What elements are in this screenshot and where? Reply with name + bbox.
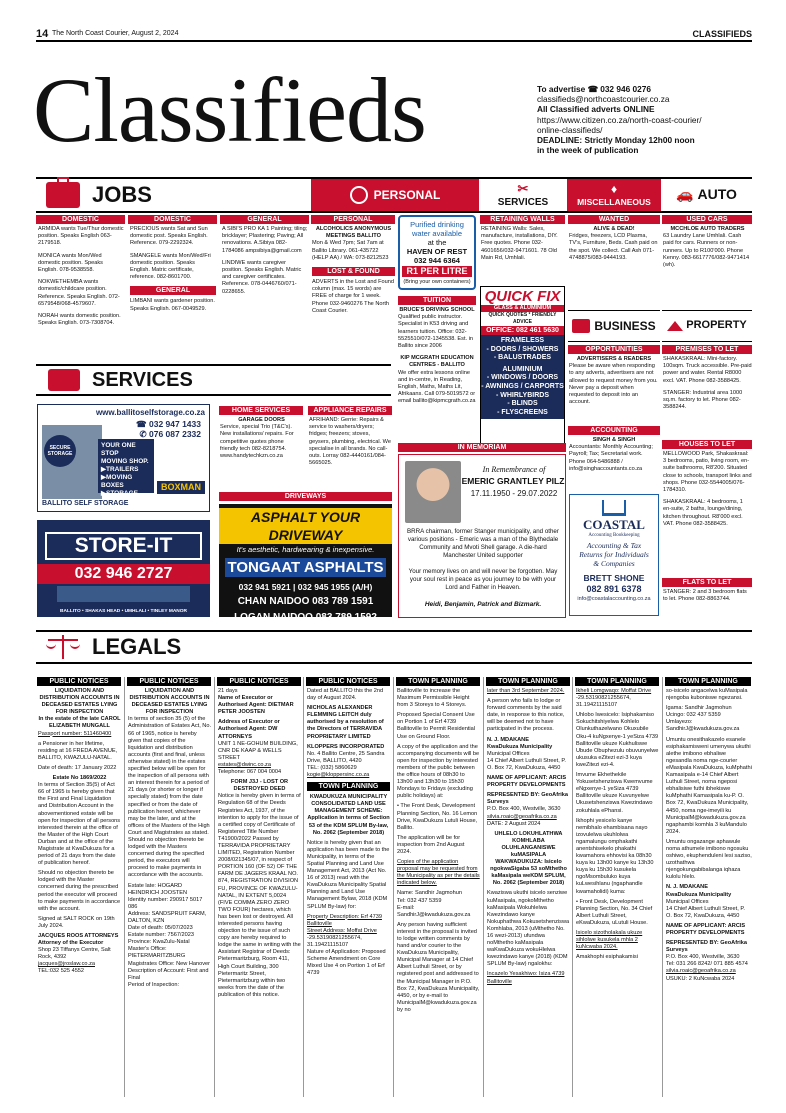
- notice-title: Application in terms of Section 53 of the KDM SPLUM By-law, No. 2062 (September 2018): [307, 815, 390, 836]
- legals-col-7: [576, 688, 659, 1100]
- notice-line: Municipal Offices: [487, 750, 530, 757]
- notice-line: Amakhophi esiphakamisi: [576, 954, 638, 961]
- notice-line[interactable]: jacques@jroslaw.co.za: [38, 961, 95, 968]
- column-divider: [662, 677, 663, 1097]
- notice-line: DATE: 2 August 2024: [487, 820, 541, 827]
- coastal-l5: & Companies: [593, 559, 635, 568]
- jobs-band: [36, 177, 311, 213]
- accounting-text: Accountants: Monthly Accounting; Payroll; Tax; Secretarial work. Phone 064-5486888 / info@singhaccountants.co.za: [569, 444, 653, 472]
- aluminium-3: - WHIRLYBIRDS: [495, 391, 550, 399]
- notice-line: P.O. Box 400, Westville, 3630: [487, 806, 561, 813]
- accounting-col: [569, 437, 659, 492]
- coastal-name: COASTAL: [583, 517, 645, 532]
- notice-body: Uhlobo Iwesicelo: Isiphakamiso Sokuchitshiyelwa Kohlelo Olunkuthazelwano Okuxubile Oku-4 kuNgxenye-1 yeSiza 4739 Ballitoville ukuze Kukhuliswe Ubude Obuphezulu obuvunyelwe ukusuka eZitezi ezi-3 kuya kweZitezi ezi-4.: [576, 712, 659, 768]
- opportunities-bar: OPPORTUNITIES: [568, 345, 660, 354]
- notice-line: Tel: 032 437 5359: [397, 897, 442, 904]
- storeit-phone[interactable]: 032 946 2727: [37, 564, 210, 584]
- asphalt-logan[interactable]: LOGAN NAIDOO 083 789 1592: [234, 612, 377, 623]
- jobs-col-3: [222, 226, 308, 356]
- water-l7: (Bring your own containers): [403, 279, 471, 285]
- usedcars-col: [663, 226, 752, 296]
- water-l2: water available: [411, 229, 463, 238]
- column-divider: [483, 677, 484, 1097]
- storage-badge: SECURE STORAGE: [44, 435, 76, 467]
- coastal-phone[interactable]: 082 891 6378: [586, 584, 642, 594]
- memoriam-bar: IN MEMORIAM: [398, 443, 566, 452]
- storage-phone-2[interactable]: ✆ 076 087 2332: [139, 429, 201, 439]
- notice-line: Ucingo: 032 437 5359: [666, 712, 721, 719]
- notice-line: Province: KwaZulu-Natal: [128, 939, 190, 946]
- notice-line: Telephone: 067 004 0004: [218, 769, 282, 776]
- notice-line: Municipal Offices: [666, 898, 709, 905]
- notice-line: NICHOLAS ALEXANDER FLEMMING LEITCH duly authorised by a resolution of the Directors of TERRAVIDA PROPRIETARY LIMITED: [307, 705, 384, 740]
- water-l6: R1 PER LITRE: [402, 266, 472, 277]
- notice-line: JACQUES ROOS ATTORNEYS: [38, 933, 119, 939]
- legals-col-6: [487, 688, 570, 1100]
- promo-bullet: ▶STORAGE: [101, 490, 139, 497]
- toolbox-icon: [48, 369, 80, 391]
- notice-line: Attorney of the Executor: [38, 940, 104, 947]
- asphalt-tagline: It's aesthetic, hardwearing & inexpensive.: [236, 545, 375, 554]
- opportunities-text: Please be aware when responding to any adverts, advertisers are not allowed to request money from you. Never pay a deposit when requested to deposit into an account.: [569, 363, 658, 406]
- notice-body: Ballitoville to increase the Maximum Permissible Height from 3 Storeys to 4 Storeys.: [397, 688, 470, 709]
- notice-line: Tel: 031 266 8242/ 071 885 4574: [666, 961, 748, 968]
- notice-line[interactable]: silvia.roaic@geoafrika.co.za: [487, 813, 557, 820]
- coastal-logo-icon: [602, 500, 626, 516]
- notice-line: Magistrates Office: New Hanover: [128, 960, 210, 967]
- masthead-title: Classifieds: [33, 59, 426, 161]
- scales-icon: [46, 635, 80, 659]
- notice-line: N. J. MDAKANE: [487, 736, 529, 743]
- column-divider: [124, 677, 125, 1097]
- legals-col-5: [397, 688, 480, 1100]
- appliance-bar: APPLIANCE REPAIRS: [308, 406, 392, 415]
- job-ad: ARMIDA wants Tue/Thur domestic position. Speaks English 063-2179518.: [38, 226, 124, 247]
- lost-found-bar: LOST & FOUND: [312, 267, 395, 276]
- town-planning-head: TOWN PLANNING: [307, 782, 390, 791]
- notice-line: KLOPPERS INCORPORATED: [307, 743, 385, 750]
- notice-line: -29.53190821255674, 31.19421115107: [576, 695, 631, 709]
- notice-body: Notice is hereby given in terms of Regulation 68 of the Deeds Registries Act, 1937, of the intention to apply for the issue of a certified copy of Certificate of Registered Title Number T41900/2022 Passed by TERRAVIDA PROPRIETARY LIMITED, Registration Number 2008/021345/07, in respect of PORTION 160 (OF 52) OF THE FARM DE JAGERS KRAAL NO. 874, REGISTRATION DIVISION FU, PROVINCE OF KWAZULU-NATAL, IN EXTENT 5,0024 (FIVE COMMA ZERO ZERO TWO FOUR) hectares, which has been lost or destroyed. All interested persons having objection to the issue of such copy are hereby required to lodge the same in writing with the Assistant Registrar of Deeds: Pietermaritzburg, Room 411, High Court Building, 300 Pietermaritz Street, Pietermaritzburg within two weeks from the date of the publication of this notice.: [218, 793, 301, 998]
- retaining-text: RETAINING Walls: Sales, manufacture, installations, DIY. Free quotes. Phone 032-4601656/032-9471601. 78 Old Main Rd, Umhlali.: [481, 226, 558, 261]
- coastal-l3: Accounting & Tax: [586, 541, 642, 550]
- deadline: DEADLINE: Strictly Monday 12h00 noon: [537, 135, 695, 146]
- notice-body: In terms of Section 35(5) of Act 66 of 1965 is hereby given that the First and Final Liquidation and Distribution Account in the abovementioned estate will be open for inspection of all persons interested therein at the office of the Master of the High Court Durban and at the office of the Magistrate at KwaDukuza for a period of 21 days from the date of publication hereof.: [38, 782, 121, 867]
- notice-line: Igama: Sandhir Jagmohun: [666, 705, 732, 712]
- notice-line: 14 Chief Albert Luthuli Street, P. O. Box 72, KwaDukuza, 4450: [666, 905, 745, 919]
- quickfix-sub: GLASS & ALUMINIUM: [481, 305, 564, 312]
- frameless: FRAMELESS: [500, 337, 545, 344]
- water-l5: 032 944 6364: [414, 256, 460, 265]
- notice-body: Isicelo sizotholakala ukuze sihlolwe kusukela mhla 2 kuNcwaba 2024.: [576, 930, 643, 951]
- notice-line: Description of Account: First and Final: [128, 967, 209, 981]
- accounting-bar: ACCOUNTING: [568, 426, 660, 435]
- garage-text: Service, special Trio (T&C's). New installations/ repairs. For competitive quotes phone friendly tech 082-8218754. www.handytechkzn.co.za: [220, 424, 294, 460]
- notice-body: Should no objection thereto be lodged with the Master concerned during the prescribed period the executor will proceed to make payments in accordance with the account.: [38, 870, 121, 912]
- legals-head-8: TOWN PLANNING: [665, 677, 751, 686]
- legals-head-4: PUBLIC NOTICES: [306, 677, 390, 686]
- storeit-locations: BALLITO • SHAKAS HEAD • UMHLALI • TINLEY MANOR: [60, 609, 187, 615]
- frameless-2: - BALUSTRADES: [493, 354, 552, 362]
- domestic-bar-2: DOMESTIC: [128, 215, 217, 224]
- business-icon: [572, 319, 590, 333]
- tuition-bar: TUITION: [398, 296, 476, 305]
- personal-heading: PERSONAL: [373, 187, 441, 202]
- ballito-storage-ad: [37, 404, 210, 512]
- notice-body: Any person having sufficient interest in the proposal is invited to lodge written comments by hand and/or courier to the KwaDukuza Municipality, Municipal Manager at 14 Chief Albert Luthuli Street, or by registered post and addressed to the Municipal Manager in P.O. Box 72, KwaDukuza Municipality, 4450, or by e-mail to MunicipalM@kwadukuza.gov.za by no: [397, 921, 480, 1013]
- business-heading: BUSINESS: [594, 318, 656, 333]
- column-divider: [214, 677, 215, 1097]
- advertise-line: To advertise ☎ 032 946 0276: [537, 84, 651, 94]
- usedcars-text: 63 Laundry Lane Umhlali. Cash paid for cars. Runners or non-runners. Up to R100'000. Phone Kenny. 083-6617776/082-9471414 (wh).: [663, 233, 750, 269]
- notice-line: Incazelo Yesakhiwo: Isiza 4739 Ballitoville: [487, 971, 565, 985]
- aluminium-2: - AWNINGS / CARPORTS: [481, 382, 564, 390]
- notice-body: A copy of the application and the accompanying documents will be open for inspection by interested members of the public between the office hours of 08h30 to 13h00 and 13h30 to 15h30 Mondays to Fridays (excluding public holidays) at:: [397, 743, 480, 800]
- notice-line: TEL: (032) 5860629: [307, 764, 357, 771]
- driveways-bar: DRIVEWAYS: [219, 492, 392, 501]
- job-ad: LIMBANI wants gardener position. Speaks English. 067-0049529.: [130, 298, 215, 312]
- water-ad: [398, 215, 476, 290]
- domestic-bar-1: DOMESTIC: [36, 215, 125, 224]
- aluminium-5: - FLYSCREENS: [497, 408, 548, 416]
- memoriam-name: EMERIC GRANTLEY PILZ: [461, 476, 565, 486]
- storage-name: BALLITO SELF STORAGE: [42, 500, 129, 508]
- aluminium: ALUMINIUM: [502, 365, 543, 373]
- legals-col-4: [307, 688, 390, 1100]
- notice-line: a Pensioner in her lifetime, residing at 16 FREDA AVENUE, BALLITO, KWAZULU-NATAL.: [38, 740, 118, 761]
- notice-line: Period of Inspection:: [128, 981, 179, 988]
- notice-line[interactable]: E-mail: SandhirJ@kwadukuza.gov.za: [397, 904, 471, 918]
- job-ad: LINDIWE wants caregiver position. Speaks English. Matric and caregiver certificates. Reference. 078-0446760/071-0228655.: [222, 259, 302, 295]
- water-l3: at the: [427, 238, 447, 247]
- job-ad: NOKWETHEMBA wants domestic/childcare position. Reference. Speaks English. 072-6579548/068-4579607.: [38, 279, 120, 307]
- notice-title: UHLELO LOKUHLATHWA KOMHLABA OLUHLANGANISWE kuMASIPALA WAKWADUKUZA: Isicelo ngokwaSigaba 53 soMthetho kaMasipala weKDM SPLUM, No. 2062 (September 2018): [490, 830, 567, 887]
- deadline-2: in the week of publication: [537, 145, 639, 156]
- opportunities-title: ADVERTISERS & READERS: [576, 356, 652, 362]
- notice-line: NAME OF APPLICANT: ARCIS PROPERTY DEVELOPMENTS: [487, 775, 567, 789]
- notice-line: Street Address: Moffat Drive: [307, 927, 377, 934]
- notice-line: KwaDukuza Municipality: [487, 743, 553, 750]
- asphalt-phones[interactable]: 032 941 5921 | 032 945 1955 (A/H): [238, 582, 373, 592]
- flats-text: STANGER: 2 and 3 bedroom flats to let. Phone 082-8863744.: [663, 589, 747, 603]
- aa-title: ALCOHOLICS ANONYMOUS MEETINGS BALLITO: [315, 226, 392, 240]
- asphalt-headline: ASPHALT YOUR DRIVEWAY: [219, 508, 392, 544]
- car-icon: 🚗: [676, 186, 694, 203]
- quickfix-logo: QUICK FIX: [484, 288, 561, 305]
- usedcars-title: MCCHLOE AUTO TRADERS: [670, 226, 745, 232]
- appliance-text: AFRIHAND: Gerrie: Repairs & service to washers/dryers; fridges; freezers; stoves, geysers, plumbing, electrical. We specialise in all brands. No call-outs. Lorray 082-4440161/084-5665025.: [309, 417, 391, 467]
- auto-band: [661, 177, 752, 213]
- notice-body: • The Front Desk, Development Planning Section, No. 16 Lemon Drive, KwaDukuza Lutuli House, Ballito.: [397, 803, 478, 831]
- opportunities-col: [569, 356, 659, 426]
- personal-icon: [350, 186, 368, 204]
- notice-line: Signed at SALT ROCK on 19th July 2024.: [38, 915, 115, 929]
- storage-url[interactable]: www.ballitoselfstorage.co.za: [95, 408, 205, 417]
- notice-title: LIQUIDATION AND DISTRIBUTION ACCOUNTS IN DECEASED ESTATES LYING FOR INSPECTION: [39, 688, 120, 716]
- services-band: [36, 364, 391, 396]
- memoriam-text-2: Your memory lives on and will never be forgotten. May your soul rest in peace as you journey to be with your Lord and Father in Heaven.: [408, 568, 558, 591]
- section-tag: CLASSIFIEDS: [692, 29, 752, 39]
- promo-line: YOUR ONE: [101, 442, 136, 449]
- legals-col-1: [38, 688, 121, 1100]
- notice-line: Name of Executor or Authorised Agent: DIETMAR PETER JOOSTEN: [218, 695, 294, 716]
- homeservices-col: [220, 417, 303, 487]
- lost-found-text: ADVERTS in the Lost and Found column (max. 15 words) are FREE of charge for 1 week. Phone 032-9460276 The North Coast Courier.: [312, 279, 394, 314]
- promo-bullet: ▶MOVING BOXES: [101, 474, 133, 489]
- notice-title: LIQUIDATION AND DISTRIBUTION ACCOUNTS IN DECEASED ESTATES LYING FOR INSPECTION: [129, 688, 210, 716]
- job-ad: A SIBI'S PRO KA 1 Painting; tiling; bricklayer; Plastering; Paving; All renovations. A.Sibiya 082-1784086 ampsibiya@gmail.com: [222, 226, 308, 254]
- url-line-1[interactable]: https://www.citizen.co.za/north-coast-courier/: [537, 114, 702, 125]
- column-divider: [393, 677, 394, 1097]
- notice-line: Ikheli Lomgwaqo: Moffat Drive: [576, 688, 652, 694]
- storage-phone-1[interactable]: ☎ 032 947 1433: [136, 419, 201, 429]
- notice-line: N. J. MDAKANE: [666, 884, 708, 891]
- url-line-2[interactable]: online-classifieds/: [537, 124, 603, 135]
- legals-band: [36, 630, 752, 664]
- notice-line[interactable]: estates@dwinc.co.za: [218, 761, 271, 768]
- aluminium-1: - WINDOWS / DOORS: [486, 374, 559, 382]
- notice-line: -29.53190821255674, 31.19421115107: [307, 934, 362, 948]
- wanted-title: ALIVE & DEAD!: [593, 226, 635, 232]
- legals-col-8: [666, 688, 752, 1100]
- quickfix-quotes: QUICK QUOTES * FRIENDLY ADVICE: [488, 312, 557, 325]
- notice-title: KWADUKUZA MUNICIPALITY CONSOLIDATED LAND USE MANAGEMENT SCHEME:: [309, 794, 388, 815]
- memoriam-intro: In Remembrance of: [482, 465, 546, 474]
- house-ad: MELLOWOOD Park, Shakaskraal: 3 bedrooms, patio, living room, en-suite bathrooms, R8'200. Situated close to schools, transport links and shops. Phone 032-5544005/076-1784310.: [663, 451, 752, 494]
- personal-band: [311, 177, 479, 213]
- column-divider: [572, 677, 573, 1097]
- notice-line: KwaDukuza Municipality: [666, 891, 732, 898]
- quickfix-ad: [480, 286, 565, 444]
- job-ad: MONICA wants Mon/Wed domestic position. Speaks English. 078-9538558.: [38, 252, 103, 274]
- house-ad-2: SHAKASKRAAL: 4 bedrooms, 1 en-suite, 2 baths, lounge/dining, kitchen throughout. R8'000 excl. VAT. Phone 082-3588425.: [663, 499, 743, 527]
- notice-body: Copies of the application proposal may be requested from the Municipality as per the details indicated below.: [397, 859, 480, 887]
- notice-line: Identity number: 290917 5017 086: [128, 896, 203, 910]
- notice-line: REPRESENTED BY: GeoAfrika Surveys: [487, 792, 569, 806]
- masthead-info: [537, 84, 762, 155]
- notice-line: Property Description: Erf 4739 Ballitoville: [307, 913, 382, 927]
- accounting-title: SINGH & SINGH: [592, 437, 636, 443]
- notice-line: Estate late: HOGARD HEINDRICH JOOSTEN: [128, 882, 188, 896]
- job-ad: NORAH wants domestic position. Speaks English. 073-7308704.: [38, 313, 121, 327]
- legals-head-5: TOWN PLANNING: [396, 677, 480, 686]
- storeit-logo: STORE-IT: [45, 532, 202, 560]
- job-ad: SMANGELE wants Mon/Wed/Fri domestic position. Speaks English. Matric certificate, reference. 082-8601700.: [130, 252, 211, 281]
- storeit-ad: [37, 520, 210, 617]
- legals-col-2: [128, 688, 211, 1100]
- briefcase-icon: [46, 182, 80, 208]
- notice-line: Estate No 1869/2022: [52, 775, 107, 782]
- aluminium-4: - BLINDS: [507, 400, 538, 408]
- driving-school-text: Qualified public instructor. Specialist in K53 driving and learners tuition. Office: 032-5525510/072-1345538. Est. in Ballito since 2006: [398, 314, 473, 350]
- aa-text: Mon & Wed 7pm; Sat 7am at Ballito Library. 061-435722 (HELP AA) / WA: 073-8212523: [312, 240, 389, 261]
- tools-icon: ✂: [517, 180, 529, 196]
- notice-body: Notice is hereby given that an application has been made to the Municipality, in terms of the Spatial Planning and Land Use Management Act, 2013 (Act No. 16 of 2013) read with the KwaDukuza Municipality Spatial Planning and Land Use Management Bylaw, 2018 (KDM SPLUM By-law) for:: [307, 839, 390, 910]
- business-band: [568, 310, 660, 342]
- notice-line[interactable]: Umlayezo: SandhirJ@kwadukuza.gov.za: [666, 719, 740, 733]
- notice-body: Umuntu ongazange aphawule noma athumele imibono ngosuku oshiwo, ekuphenduleni lesi saziso, uzothathwa njengokungabibalanga iqhaza kulolu hlelo.: [666, 838, 752, 881]
- kip-text: We offer extra lessons online and in-centre, in Reading, English, Maths, Maths Lit, Afrikaans. Call 079-5019572 or email ballito@kipmcgrath.co.za: [398, 369, 476, 405]
- premises-bar: PREMISES TO LET: [662, 345, 752, 354]
- property-heading: PROPERTY: [686, 319, 747, 332]
- classifieds-email[interactable]: classifieds@northcoastcourier.co.za: [537, 94, 670, 105]
- jobs-col-1: [38, 226, 124, 356]
- promo-line: STOP: [101, 450, 119, 457]
- houses-col: [663, 451, 752, 579]
- notice-body: Umuntu onesithakazelo esanele esiphakamisweni umenywa ukuthi alethe imibono ebhaliwe ngesandla noma nge-courier eMasipala KwaDukuza, kuMphathi Kamasipala e-14 Chief Albert Luthuli Street, noma ngeposi ebhalisiwe futhi ibhekiswe kuMphathi Kamasipala ku-P. O. Box 72, KwaDukuza Municipality, 4450, noma nge-imeyili ku MunicipalM@kwadukuza.gov.za ngaphambi komhla 3 kuMandulo 2024.: [666, 736, 752, 835]
- notice-line: 21 days: [218, 688, 238, 694]
- legals-heading: LEGALS: [92, 634, 182, 660]
- premises-ad: SHAKASKRAAL: Mini-factory. 100sqm. Truck accessible. Pre-paid power and water. Rental R8000 excl. VAT. Phone 082-3588425.: [663, 356, 752, 384]
- notice-line: Address: SANDSPRUIT FARM, DALTON, KZN: [128, 910, 207, 924]
- tuition-col: [398, 307, 476, 437]
- kip-title: KIP MCGRATH EDUCATION CENTRES - BALLITO: [400, 355, 474, 369]
- services-small-band: [479, 177, 567, 213]
- personal-col: [312, 226, 395, 376]
- notice-line: Date of death: 05/07/2023: [128, 925, 193, 932]
- water-l1: Purified drinking: [410, 220, 464, 229]
- personal-bar: PERSONAL: [311, 215, 395, 224]
- promo-line: MOVING SHOP.: [101, 458, 149, 465]
- wanted-text: Fridges, freezers, LCD Plasma, TV's, Furniture, Beds. Cash paid on the spot. We collect. Call Ash 071-4748875/083-9444193.: [569, 233, 658, 261]
- legals-head-3: PUBLIC NOTICES: [217, 677, 301, 686]
- notice-line: Shop 23 Tiffanys Centre, Salt Rock, 4392: [38, 947, 111, 961]
- notice-line: Estate number: 7567/2023: [128, 932, 194, 939]
- coastal-contact: BRETT SHONE: [583, 573, 645, 583]
- coastal-email[interactable]: info@coastalaccounting.co.za: [577, 596, 651, 602]
- retaining-bar: RETAINING WALLS: [480, 215, 565, 224]
- jobs-heading: JOBS: [92, 182, 152, 208]
- notice-line: Master's Office: PIETERMARITZBURG: [128, 946, 186, 960]
- wanted-bar: WANTED: [568, 215, 660, 224]
- notice-line: P.O. Box 400, Westville, 3630: [666, 954, 740, 961]
- driving-school-title: BRUCE'S DRIVING SCHOOL: [399, 307, 475, 313]
- notice-body: • Front Desk, Development Planning Section, No. 34 Chief Albert Luthuli Street, eKwaDukuza, uLutuli House.: [576, 898, 653, 926]
- boxman-logo: BOXMAN: [157, 481, 205, 494]
- house-icon: [667, 321, 683, 331]
- notice-line: No. 4 Ballito Centre, 25 Sandra Drive, BALLITO, 4420: [307, 750, 385, 764]
- notice-line: Address of Executor or Authorised Agent: DW ATTORNEYS: [218, 719, 280, 740]
- flats-bar: FLATS TO LET: [662, 578, 752, 587]
- premises-col: [663, 356, 752, 432]
- misc-heading: MISCELLANEOUS: [577, 197, 651, 208]
- general-bar-3: GENERAL: [220, 215, 309, 224]
- auto-heading: AUTO: [697, 186, 737, 203]
- notice-body: Ikhophi yesicelo kanye nemibhalo ehambisana nayo izovulelwa ukuhlolwa ngamalungu omphakathi anentshisekelo phakathi kwamahora ehhovisi ka 08h30 kuya ku 13h00 kanye ku 13h30 kuya ku 15h30 kusukela ngoMsombuluko kuya kuLwesihlanu (ngaphandle kwamaholidi) kuma:: [576, 817, 654, 895]
- coastal-ad: [569, 494, 659, 616]
- memoriam-signature: Heidi, Benjamin, Patrick and Bizmark.: [424, 601, 542, 608]
- notice-line: UNIT 1 NE-GOHUM BUILDING, CNR DE KAAP & WELLS STREET: [218, 740, 298, 761]
- misc-band: [567, 177, 661, 213]
- coastal-sub: Accounting Bookkeeping: [588, 533, 640, 538]
- houses-bar: HOUSES TO LET: [662, 440, 752, 449]
- online-line: All Classified adverts ONLINE: [537, 104, 655, 115]
- garage-title: GARAGE DOORS: [238, 417, 285, 423]
- homeservices-bar: HOME SERVICES: [219, 406, 303, 415]
- notice-body: Kwaziswa ukuthi isicelo senziwe kuMasipala, ngokoMthetho kaMasipala Wokuhlelwa Kwezindawo kanye Nokuphathwa Kokusetshenziswa Komhlaba, 2013 (uMthetho No. 16 wezi-2013) ufundwa noMthetho kaMasipala waKwaDukuza wokuHlelwa kwezindawo kanye (2018) (KDM SPLUM By-law) ngalokhu:: [487, 890, 570, 968]
- notice-line: Nature of Application: Proposed Scheme Amendment on Core Mixed Use 4 on Portion 1 of Erf 4739: [307, 949, 386, 977]
- asphalt-chan[interactable]: CHAN NAIDOO 083 789 1591: [237, 596, 374, 607]
- notice-body: In terms of section 35 (5) of the Administration of Estates Act, No. 66 of 1965, notice is hereby given that copies of the liquidation and distribution accounts (first and final, unless otherwise stated) in the estates specified below will be open for the inspection of all persons with an interest therein for a period of 21 days (or shorter or longer if specially stated) from the date specified or from the date of publication hereof, whichever may be the later, and at the offices of the Masters of the High Court and Magistrates as stated. Should no objection thereto be lodged with the Masters concerned during the specified period, the executors will proceed to make payments in accordance with the accounts.: [128, 716, 212, 879]
- paper-line: The North Coast Courier, August 2, 2024: [52, 30, 179, 37]
- water-l4: HAVEN OF REST: [406, 247, 468, 256]
- storeit-truck: [57, 586, 190, 602]
- notice-line: Dated at BALLITO this the 2nd day of August 2024.: [307, 688, 384, 702]
- memoriam-ad: [398, 454, 566, 618]
- legals-head-6: TOWN PLANNING: [486, 677, 570, 686]
- property-band: [662, 310, 752, 342]
- coastal-l4: Returns for Individuals: [579, 550, 649, 559]
- notice-line: In the estate of the late CAROL ELIZABETH MUNGALL: [38, 716, 121, 730]
- legals-head-2: PUBLIC NOTICES: [127, 677, 211, 686]
- premises-ad-2: STANGER: Industrial area 1000 sq.m. factory to let. Phone 082-3588244.: [663, 389, 743, 411]
- page-number: 14: [36, 28, 49, 40]
- jobs-col-2: [130, 226, 216, 356]
- memoriam-text-1: BRRA chairman, former Stanger municipality, and other various positions - Emeric was a man of the Blythedale Community and Mvoti Shell garage. A die-hard Manchester United supporter: [407, 528, 559, 559]
- legals-head-7: TOWN PLANNING: [575, 677, 659, 686]
- notice-body: Imvume Ekhethekile Yokusetshenziswa Kwemvume eNgxenye-1 yeSiza 4739 Ballitoville ukuze Kuvunyelwe Ukusetshenziswa Kwezindawo zokuhlala ePhansi.: [576, 772, 653, 814]
- notice-line: NAME OF APPLICANT: ARCIS PROPERTY DEVELOPMENTS: [666, 922, 746, 936]
- notice-line: Date of death: 17 January 2022: [38, 764, 117, 771]
- misc-icon: ♦: [610, 182, 618, 197]
- notice-line: Name: Sandhir Jagmohun: [397, 890, 462, 897]
- memoriam-dates: 17.11.1950 - 29.07.2022: [470, 489, 558, 498]
- asphalt-company: TONGAAT ASPHALTS: [225, 558, 386, 577]
- notice-body: The application will be for inspection from 2nd August 2024.: [397, 834, 465, 855]
- notice-body: so-isicelo angacelwa kuMasipala njengoba kuboniswe ngezansi.: [666, 688, 748, 702]
- memoriam-photo: [405, 461, 461, 523]
- column-divider: [303, 677, 304, 1097]
- notice-line[interactable]: silvia.roaic@geoafrika.co.za: [666, 968, 736, 975]
- notice-line: USUKU: 2 KuNcwaba 2024: [666, 975, 735, 982]
- asphalt-ad: [219, 504, 392, 623]
- legals-head-1: PUBLIC NOTICES: [37, 677, 121, 686]
- notice-line: Passport number: 511460400: [38, 730, 112, 737]
- notice-line: 14 Chief Albert Luthuli Street, P. O. Box 72, KwaDukuza, 4450: [487, 757, 566, 771]
- notice-line: TEL:032 525 4552: [38, 968, 85, 975]
- frameless-1: - DOORS / SHOWERS: [486, 345, 559, 353]
- notice-body: A person who fails to lodge or forward comments by the said date, in response to this notice, will be deemed not to have participated in the process.: [487, 698, 565, 733]
- usedcars-bar: USED CARS: [662, 215, 752, 224]
- notice-title: FORM J3J - LOST OR DESTROYED DEED: [230, 779, 289, 793]
- services-small-heading: SERVICES: [497, 196, 549, 208]
- job-ad: PRECIOUS wants Sat and Sun domestic post. Speaks English. Reference. 079-2292324.: [130, 226, 208, 247]
- notice-line: later than 3rd September 2024.: [487, 688, 565, 694]
- wanted-col: [569, 226, 659, 296]
- promo-bullet: ▶TRAILERS: [101, 466, 139, 473]
- legals-col-3: [218, 688, 301, 1100]
- services-heading: SERVICES: [92, 368, 193, 391]
- notice-line: REPRESENTED BY: GeoAfrika Surveys: [666, 940, 748, 954]
- notice-body: Proposed Special Consent Use on Portion 1 of Erf 4739 Ballitoville to Permit Residential Use on Ground Floor.: [397, 712, 476, 740]
- storage-promo: [98, 439, 154, 497]
- general-bar-2: GENERAL: [130, 286, 216, 295]
- page-header: [36, 30, 752, 42]
- notice-line[interactable]: kogie@kloppersinc.co.za: [307, 772, 370, 779]
- quickfix-office: OFFICE: 082 461 5630: [481, 326, 564, 335]
